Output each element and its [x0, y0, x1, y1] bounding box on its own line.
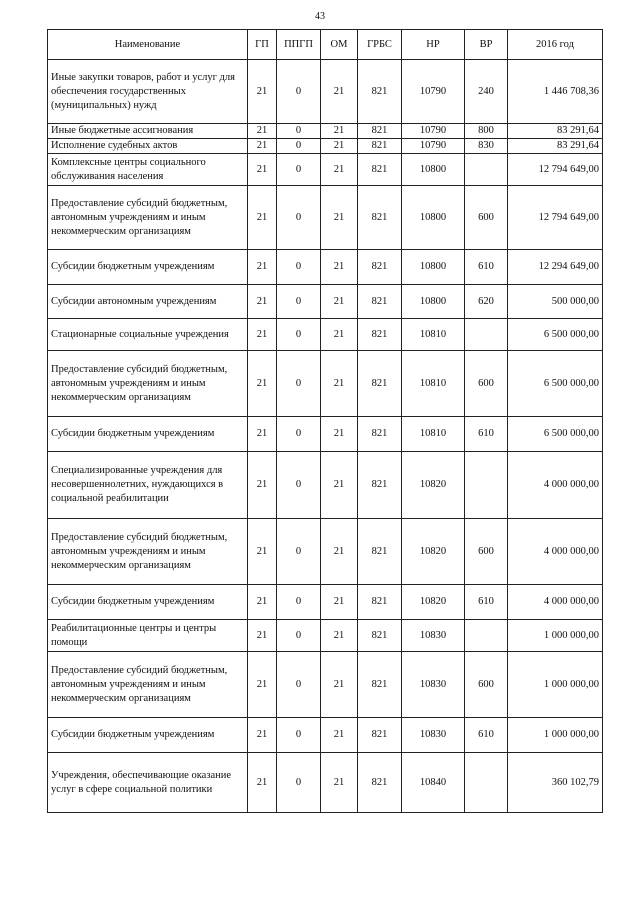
cell-ppgp: 0 — [277, 154, 321, 186]
cell-amount: 4 000 000,00 — [508, 519, 603, 585]
table-row — [48, 620, 603, 652]
cell-amount: 4 000 000,00 — [508, 452, 603, 519]
cell-grbs: 821 — [358, 351, 402, 417]
cell-gp: 21 — [248, 250, 277, 285]
cell-ppgp: 0 — [277, 186, 321, 250]
table-row — [48, 753, 603, 813]
cell-om: 21 — [321, 154, 358, 186]
cell-nr: 10810 — [402, 319, 465, 351]
cell-vr: 620 — [465, 285, 508, 319]
cell-name: Стационарные социальные учреждения — [48, 319, 248, 351]
table-row — [48, 154, 603, 186]
cell-name: Субсидии автономным учреждениям — [48, 285, 248, 319]
header-vr: ВР — [465, 30, 508, 60]
cell-gp: 21 — [248, 186, 277, 250]
cell-om: 21 — [321, 585, 358, 620]
cell-vr — [465, 452, 508, 519]
cell-name: Реабилитационные центры и центры помощи — [48, 620, 248, 652]
cell-vr: 610 — [465, 718, 508, 753]
cell-om: 21 — [321, 718, 358, 753]
cell-nr: 10810 — [402, 351, 465, 417]
table-row — [48, 139, 603, 154]
cell-nr: 10830 — [402, 652, 465, 718]
header-gp: ГП — [248, 30, 277, 60]
page-number: 43 — [315, 11, 325, 22]
cell-gp: 21 — [248, 154, 277, 186]
cell-ppgp: 0 — [277, 285, 321, 319]
cell-nr: 10800 — [402, 285, 465, 319]
table-row — [48, 319, 603, 351]
cell-nr: 10810 — [402, 417, 465, 452]
cell-name: Специализированные учреждения для несовершеннолетних, нуждающихся в социальной реабилитации — [48, 452, 248, 519]
header-ppgp: ППГП — [277, 30, 321, 60]
cell-name: Субсидии бюджетным учреждениям — [48, 250, 248, 285]
cell-om: 21 — [321, 139, 358, 154]
budget-table — [47, 29, 603, 813]
cell-name: Исполнение судебных актов — [48, 139, 248, 154]
cell-name: Субсидии бюджетным учреждениям — [48, 718, 248, 753]
cell-gp: 21 — [248, 60, 277, 124]
cell-nr: 10800 — [402, 186, 465, 250]
cell-amount: 6 500 000,00 — [508, 417, 603, 452]
cell-amount: 12 294 649,00 — [508, 250, 603, 285]
cell-ppgp: 0 — [277, 319, 321, 351]
cell-gp: 21 — [248, 139, 277, 154]
cell-om: 21 — [321, 351, 358, 417]
header-om: ОМ — [321, 30, 358, 60]
cell-vr — [465, 753, 508, 813]
cell-ppgp: 0 — [277, 585, 321, 620]
cell-ppgp: 0 — [277, 417, 321, 452]
cell-ppgp: 0 — [277, 351, 321, 417]
cell-nr: 10840 — [402, 753, 465, 813]
cell-amount: 1 446 708,36 — [508, 60, 603, 124]
cell-om: 21 — [321, 753, 358, 813]
cell-gp: 21 — [248, 452, 277, 519]
table-row — [48, 186, 603, 250]
cell-om: 21 — [321, 186, 358, 250]
cell-ppgp: 0 — [277, 519, 321, 585]
cell-name: Иные закупки товаров, работ и услуг для обеспечения государственных (муниципальных) нужд — [48, 60, 248, 124]
cell-grbs: 821 — [358, 519, 402, 585]
cell-grbs: 821 — [358, 452, 402, 519]
cell-grbs: 821 — [358, 417, 402, 452]
cell-vr: 240 — [465, 60, 508, 124]
cell-amount: 1 000 000,00 — [508, 718, 603, 753]
cell-gp: 21 — [248, 417, 277, 452]
cell-vr: 610 — [465, 250, 508, 285]
cell-amount: 83 291,64 — [508, 124, 603, 139]
cell-nr: 10830 — [402, 620, 465, 652]
cell-grbs: 821 — [358, 139, 402, 154]
cell-grbs: 821 — [358, 585, 402, 620]
cell-ppgp: 0 — [277, 250, 321, 285]
cell-om: 21 — [321, 124, 358, 139]
cell-om: 21 — [321, 417, 358, 452]
cell-grbs: 821 — [358, 154, 402, 186]
cell-nr: 10830 — [402, 718, 465, 753]
cell-nr: 10790 — [402, 124, 465, 139]
cell-vr — [465, 319, 508, 351]
table-row — [48, 519, 603, 585]
cell-om: 21 — [321, 319, 358, 351]
cell-amount: 12 794 649,00 — [508, 154, 603, 186]
cell-vr — [465, 620, 508, 652]
cell-vr: 610 — [465, 417, 508, 452]
cell-ppgp: 0 — [277, 620, 321, 652]
cell-om: 21 — [321, 60, 358, 124]
cell-om: 21 — [321, 620, 358, 652]
header-grbs: ГРБС — [358, 30, 402, 60]
cell-grbs: 821 — [358, 652, 402, 718]
cell-amount: 12 794 649,00 — [508, 186, 603, 250]
cell-amount: 360 102,79 — [508, 753, 603, 813]
cell-gp: 21 — [248, 652, 277, 718]
table-row — [48, 718, 603, 753]
cell-grbs: 821 — [358, 319, 402, 351]
cell-vr: 600 — [465, 351, 508, 417]
cell-name: Предоставление субсидий бюджетным, автономным учреждениям и иным некоммерческим организациям — [48, 351, 248, 417]
cell-grbs: 821 — [358, 250, 402, 285]
cell-name: Предоставление субсидий бюджетным, автономным учреждениям и иным некоммерческим организациям — [48, 186, 248, 250]
table-header-row — [48, 30, 603, 60]
cell-gp: 21 — [248, 620, 277, 652]
table-row — [48, 250, 603, 285]
cell-amount: 1 000 000,00 — [508, 620, 603, 652]
cell-gp: 21 — [248, 585, 277, 620]
cell-grbs: 821 — [358, 124, 402, 139]
cell-gp: 21 — [248, 351, 277, 417]
cell-gp: 21 — [248, 753, 277, 813]
table-row — [48, 452, 603, 519]
cell-gp: 21 — [248, 319, 277, 351]
cell-vr: 610 — [465, 585, 508, 620]
cell-nr: 10800 — [402, 250, 465, 285]
cell-name: Субсидии бюджетным учреждениям — [48, 417, 248, 452]
cell-nr: 10820 — [402, 452, 465, 519]
cell-gp: 21 — [248, 285, 277, 319]
cell-nr: 10820 — [402, 519, 465, 585]
table-row — [48, 585, 603, 620]
table-row — [48, 285, 603, 319]
cell-name: Комплексные центры социального обслуживания населения — [48, 154, 248, 186]
table-row — [48, 417, 603, 452]
cell-ppgp: 0 — [277, 452, 321, 519]
cell-name: Учреждения, обеспечивающие оказание услуг в сфере социальной политики — [48, 753, 248, 813]
cell-om: 21 — [321, 250, 358, 285]
header-nr: НР — [402, 30, 465, 60]
cell-nr: 10790 — [402, 60, 465, 124]
cell-ppgp: 0 — [277, 124, 321, 139]
cell-vr: 830 — [465, 139, 508, 154]
cell-vr: 800 — [465, 124, 508, 139]
cell-gp: 21 — [248, 718, 277, 753]
header-name: Наименование — [48, 30, 248, 60]
cell-name: Иные бюджетные ассигнования — [48, 124, 248, 139]
cell-om: 21 — [321, 652, 358, 718]
cell-amount: 500 000,00 — [508, 285, 603, 319]
header-year: 2016 год — [508, 30, 603, 60]
cell-ppgp: 0 — [277, 139, 321, 154]
cell-vr: 600 — [465, 652, 508, 718]
cell-grbs: 821 — [358, 285, 402, 319]
cell-vr: 600 — [465, 519, 508, 585]
cell-grbs: 821 — [358, 60, 402, 124]
table-row — [48, 60, 603, 124]
table-row — [48, 652, 603, 718]
cell-nr: 10800 — [402, 154, 465, 186]
cell-om: 21 — [321, 519, 358, 585]
cell-amount: 1 000 000,00 — [508, 652, 603, 718]
cell-amount: 83 291,64 — [508, 139, 603, 154]
cell-nr: 10820 — [402, 585, 465, 620]
cell-gp: 21 — [248, 124, 277, 139]
cell-grbs: 821 — [358, 620, 402, 652]
cell-amount: 6 500 000,00 — [508, 319, 603, 351]
cell-vr — [465, 154, 508, 186]
cell-om: 21 — [321, 285, 358, 319]
cell-ppgp: 0 — [277, 718, 321, 753]
cell-om: 21 — [321, 452, 358, 519]
cell-name: Предоставление субсидий бюджетным, автономным учреждениям и иным некоммерческим организациям — [48, 652, 248, 718]
cell-gp: 21 — [248, 519, 277, 585]
cell-grbs: 821 — [358, 753, 402, 813]
cell-ppgp: 0 — [277, 60, 321, 124]
cell-grbs: 821 — [358, 718, 402, 753]
cell-ppgp: 0 — [277, 652, 321, 718]
cell-ppgp: 0 — [277, 753, 321, 813]
cell-grbs: 821 — [358, 186, 402, 250]
cell-amount: 4 000 000,00 — [508, 585, 603, 620]
cell-nr: 10790 — [402, 139, 465, 154]
cell-name: Предоставление субсидий бюджетным, автономным учреждениям и иным некоммерческим организациям — [48, 519, 248, 585]
table-row — [48, 124, 603, 139]
cell-amount: 6 500 000,00 — [508, 351, 603, 417]
cell-vr: 600 — [465, 186, 508, 250]
table-row — [48, 351, 603, 417]
cell-name: Субсидии бюджетным учреждениям — [48, 585, 248, 620]
